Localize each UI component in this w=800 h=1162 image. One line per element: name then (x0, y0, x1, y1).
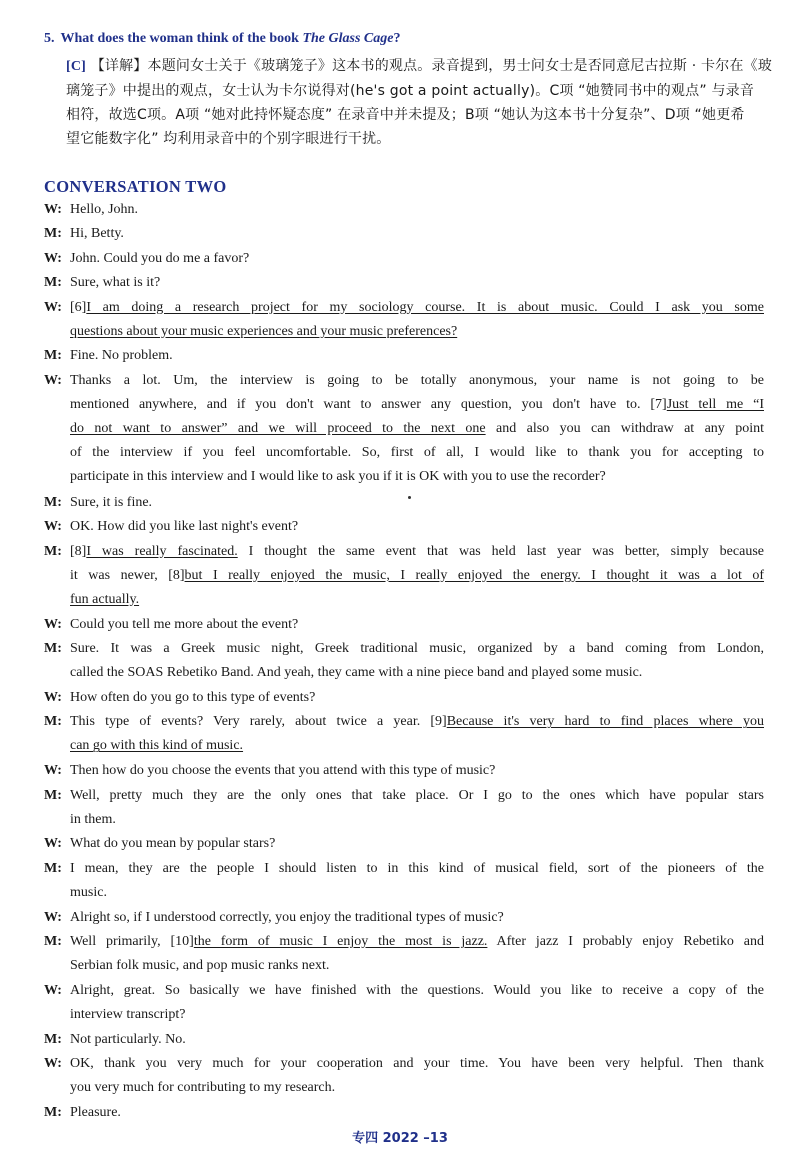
dialogue-turn (44, 198, 764, 222)
plain-text: Hi, Betty. (70, 226, 124, 242)
plain-text: Sure, it is fine. (70, 494, 153, 510)
utterance-line (70, 320, 764, 344)
utterance (70, 247, 764, 271)
utterance-line (70, 686, 764, 710)
dialogue-turn (44, 247, 764, 271)
utterance (70, 369, 764, 489)
plain-text: in them. (70, 811, 116, 827)
plain-text: [6] (70, 299, 87, 315)
utterance-line (70, 540, 764, 564)
plain-text: participate in this interview and I would like to ask you if it is OK with you to use the recorder? (70, 468, 606, 484)
utterance-line (70, 808, 764, 832)
utterance (70, 930, 764, 978)
dialogue-turn (44, 540, 764, 613)
utterance (70, 296, 764, 344)
utterance (70, 271, 764, 295)
utterance-line (70, 369, 764, 393)
plain-text: Thanks a lot. Um, the interview is going to be totally anonymous, your name is not going to be (70, 372, 764, 388)
plain-text: Then how do you choose the events that you attend with this type of music? (70, 763, 496, 779)
dialogue-turn (44, 1052, 764, 1101)
speaker-label: W: (44, 982, 62, 998)
plain-text: Alright, great. So basically we have finished with the questions. Would you like to receive a copy of the (70, 982, 764, 998)
plain-text: This type of events? Very rarely, about twice a year. [9] (70, 714, 447, 730)
plain-text: OK. How did you like last night's event? (70, 519, 299, 535)
utterance-line (70, 613, 764, 637)
question-mark: ? (393, 31, 401, 46)
speaker-label: M: (44, 1104, 62, 1120)
speaker-label: M: (44, 494, 62, 510)
stray-dot (408, 496, 411, 499)
utterance-line (70, 417, 764, 441)
utterance-line (70, 1028, 764, 1052)
speaker-label: W: (44, 519, 62, 535)
dialogue-turn (44, 979, 764, 1028)
utterance (70, 832, 764, 856)
dialogue-turn (44, 784, 764, 833)
dialogue-turn (44, 222, 764, 246)
plain-text: What do you mean by popular stars? (70, 836, 276, 852)
answer-line: 望它能数字化” 均利用录音中的个别字眼进行干扰。 (66, 131, 391, 147)
plain-text: How often do you go to this type of events? (70, 690, 316, 705)
utterance-line (70, 906, 764, 930)
utterance (70, 857, 764, 905)
plain-text: Hello, John. (70, 202, 139, 217)
speaker-label: M: (44, 714, 62, 730)
dialogue-turn (44, 344, 764, 368)
utterance (70, 491, 764, 515)
speaker-label: W: (44, 299, 62, 315)
speaker-label: W: (44, 836, 62, 852)
utterance (70, 784, 764, 832)
speaker-label: W: (44, 1056, 62, 1071)
dialogue-turn (44, 906, 764, 930)
utterance-line (70, 344, 764, 368)
question-text: What does the woman think of the book (60, 31, 303, 46)
speaker-label: M: (44, 641, 62, 657)
underlined-answer-text: do not want to answer” and we will proceed to the next one (70, 420, 486, 436)
plain-text: and also you can withdraw at any point (485, 420, 764, 436)
utterance (70, 540, 764, 612)
plain-text: Sure. It was a Greek music night, Greek traditional music, organized by a band coming from London, (70, 641, 764, 657)
utterance-line (70, 661, 764, 685)
dialogue-turn (44, 832, 764, 856)
plain-text: John. Could you do me a favor? (70, 250, 250, 266)
utterance (70, 198, 764, 222)
utterance-line (70, 564, 764, 588)
dialogue-turn (44, 759, 764, 783)
plain-text: Fine. No problem. (70, 348, 173, 364)
utterance (70, 759, 764, 783)
speaker-label: W: (44, 763, 62, 779)
dialogue-turn (44, 296, 764, 345)
speaker-label: M: (44, 226, 62, 242)
underlined-answer-text: I am doing a research project for my sociology course. It is about music. Could I ask you some (86, 299, 764, 315)
speaker-label: W: (44, 690, 62, 705)
utterance-line (70, 857, 764, 881)
plain-text: it was newer, [8] (70, 567, 185, 583)
speaker-label: W: (44, 202, 62, 217)
speaker-label: W: (44, 616, 62, 632)
utterance (70, 613, 764, 637)
utterance-line (70, 465, 764, 489)
utterance (70, 1028, 764, 1052)
speaker-label: W: (44, 250, 62, 266)
plain-text: I mean, they are the people I should listen to in this kind of musical field, sort of the pioneers of the (70, 860, 764, 876)
utterance-line (70, 271, 764, 295)
utterance-line (70, 393, 764, 417)
dialogue-turn (44, 271, 764, 295)
speaker-label: M: (44, 1031, 62, 1047)
utterance-line (70, 759, 764, 783)
plain-text: you very much for contributing to my research. (70, 1080, 336, 1095)
dialogue-turn (44, 857, 764, 906)
utterance-line (70, 491, 764, 515)
utterance-line (70, 441, 764, 465)
plain-text: OK, thank you very much for your cooperation and your time. You have been very helpful. Then thank (70, 1056, 764, 1071)
underlined-answer-text: questions about your music experiences and your music preferences? (70, 323, 458, 339)
speaker-label: M: (44, 348, 62, 364)
utterance-line (70, 1052, 764, 1076)
utterance-line (70, 637, 764, 661)
utterance-line (70, 296, 764, 320)
utterance (70, 222, 764, 246)
speaker-label: M: (44, 787, 62, 803)
underlined-answer-text: can go with this kind of music. (70, 738, 244, 754)
answer-line: 相符，故选C项。A项 “她对此持怀疑态度” 在录音中并未提及；B项 “她认为这本书十分复杂”、D项 “她更希 (66, 107, 745, 123)
utterance (70, 906, 764, 930)
utterance (70, 515, 764, 539)
plain-text: music. (70, 884, 107, 900)
utterance-line (70, 1076, 764, 1100)
utterance-line (70, 710, 764, 734)
utterance-line (70, 832, 764, 856)
underlined-answer-text: but I really enjoyed the music, I really enjoyed the energy. I thought it was a lot of (184, 567, 765, 583)
plain-text: interview transcript? (70, 1006, 186, 1022)
answer-letter: [C] (66, 59, 87, 74)
plain-text: Serbian folk music, and pop music ranks next. (70, 958, 330, 973)
underlined-answer-text: Because it's very hard to find places where you (446, 714, 764, 730)
plain-text: of the interview if you feel uncomfortable. So, first of all, I would like to thank you for accepting to (70, 444, 764, 460)
utterance-line (70, 1003, 764, 1027)
underlined-answer-text: fun actually. (70, 591, 140, 607)
utterance (70, 637, 764, 685)
plain-text: Not particularly. No. (70, 1031, 186, 1047)
plain-text: called the SOAS Rebetiko Band. And yeah, they came with a nine piece band and played some music. (70, 665, 643, 681)
conversation-title: CONVERSATION TWO (44, 177, 227, 196)
dialogue-turn (44, 930, 764, 979)
utterance-line (70, 930, 764, 954)
utterance (70, 710, 764, 758)
plain-text: I thought the same event that was held last year was better, simply because (237, 543, 764, 559)
utterance (70, 686, 764, 710)
speaker-label: M: (44, 934, 62, 949)
book-title: The Glass Cage (302, 31, 394, 46)
underlined-answer-text: the form of music I enjoy the most is jazz. (193, 934, 488, 949)
speaker-label: W: (44, 372, 62, 388)
plain-text: Well, pretty much they are the only ones that take place. Or I go to the ones which have popular stars (70, 787, 764, 803)
dialogue-turn (44, 613, 764, 637)
plain-text: Pleasure. (70, 1104, 121, 1120)
speaker-label: M: (44, 860, 62, 876)
utterance (70, 344, 764, 368)
speaker-label: W: (44, 909, 62, 925)
answer-line: 璃笼子》中提出的观点，女士认为卡尔说得对(he's got a point actually)。C项 “她赞同书中的观点” 与录音 (66, 83, 755, 99)
underlined-answer-text: I was really fascinated. (86, 543, 238, 559)
utterance-line (70, 588, 764, 612)
answer-line: [C] 【详解】本题问女士关于《玻璃笼子》这本书的观点。录音提到，男士问女士是否同意尼古拉斯 · 卡尔在《玻 (66, 58, 773, 74)
dialogue-turn (44, 710, 764, 759)
speaker-label: M: (44, 543, 62, 559)
speaker-label: M: (44, 275, 62, 291)
plain-text: mentioned anywhere, and if you don't want to answer any question, you don't have to. [7] (70, 396, 667, 412)
dialogue-turn (44, 637, 764, 686)
plain-text: Could you tell me more about the event? (70, 616, 299, 632)
dialogue-turn (44, 491, 764, 515)
answer-explanation (66, 54, 773, 151)
dialogue-turn (44, 1028, 764, 1052)
utterance-line (70, 222, 764, 246)
utterance-line (70, 734, 764, 758)
utterance-line (70, 979, 764, 1003)
utterance-line (70, 881, 764, 905)
utterance-line (70, 954, 764, 978)
question-number: 5. (44, 31, 55, 46)
dialogue-turn (44, 686, 764, 710)
dialogue-turn (44, 1101, 764, 1125)
plain-text: [8] (70, 543, 87, 559)
dialogue-turn (44, 515, 764, 539)
utterance (70, 979, 764, 1027)
utterance-line (70, 784, 764, 808)
utterance-line (70, 1101, 764, 1125)
utterance-line (70, 198, 764, 222)
question-5 (44, 31, 764, 47)
utterance (70, 1052, 764, 1100)
underlined-answer-text: Just tell me “I (666, 396, 764, 412)
plain-text: Well primarily, [10] (70, 934, 194, 949)
utterance (70, 1101, 764, 1125)
dialogue-turn (44, 369, 764, 491)
plain-text: After jazz I probably enjoy Rebetiko and (487, 934, 764, 949)
plain-text: Sure, what is it? (70, 275, 161, 291)
utterance-line (70, 515, 764, 539)
page-footer: 专四 2022 –13 (352, 1131, 448, 1146)
utterance-line (70, 247, 764, 271)
plain-text: Alright so, if I understood correctly, you enjoy the traditional types of music? (70, 909, 504, 925)
